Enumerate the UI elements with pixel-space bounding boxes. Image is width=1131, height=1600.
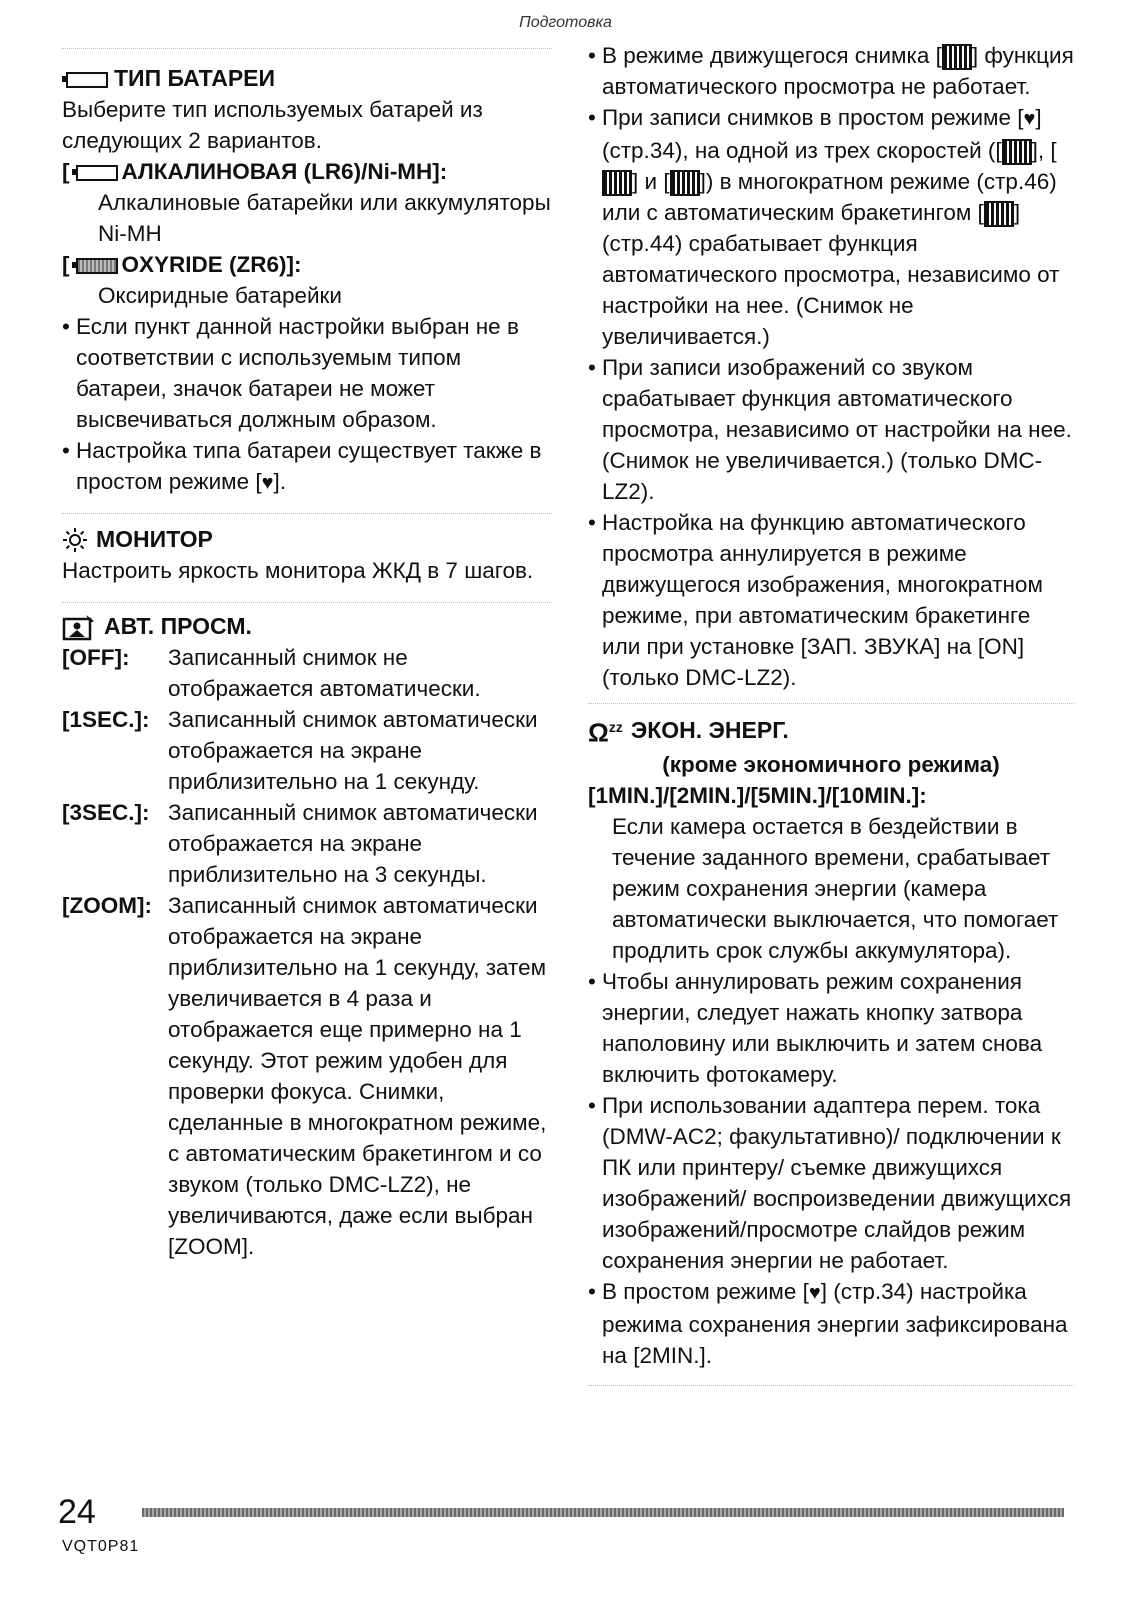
review-option-text: Записанный снимок автоматически отображается на экране приблизительно на 1 секунду. [168,707,538,794]
review-note-1 [588,40,1074,102]
note-text: В режиме движущегося снимка [ [602,43,942,68]
note-text: ] (стр.44) срабатывает функция автоматического просмотра, независимо от настройки на нее. (Снимок не увеличивается.) [602,200,1060,349]
review-option [62,642,552,704]
document-code: VQT0P81 [62,1538,140,1555]
battery-icon [62,72,106,86]
battery-option-alkaline-desc: Алкалиновые батарейки или аккумуляторы Ni-MH [98,190,551,246]
review-option-key: [OFF]: [62,645,130,670]
bracket: [ [62,159,70,184]
monitor-title: МОНИТОР [96,526,213,552]
power-save-icon-sup: zz [608,719,623,735]
review-note-3: • При записи изображений со звуком срабатывает функция автоматического просмотра, независимо от настройки на нее. (Снимок не увеличивается.) (только DMC-LZ2). [588,352,1074,507]
right-column [588,40,1074,1386]
auto-review-icon [62,613,96,641]
oxyride-battery-icon [72,258,116,272]
review-section-title [62,611,552,642]
power-title: ЭКОН. ЭНЕРГ. [630,716,789,743]
note-text: В простом режиме [ [602,1278,809,1304]
monitor-section-title [62,524,552,555]
battery-option-alkaline [62,156,552,187]
note-text: ]. [273,469,287,494]
note-text: ]) в многократном режиме (стр.46) или с автоматическим бракетингом [ [602,169,1057,225]
review-option-key: [ZOOM]: [62,893,152,918]
battery-note-1: • Если пункт данной настройки выбран не в соответствии с используемым типом батареи, значок батареи не может высвечиваться должным образом. [62,311,552,435]
power-options-desc: Если камера остается в бездействии в течение заданного времени, срабатывает режим сохранения энергии (камера автоматически выключается, что помогает продлить срок службы аккумулятора). [612,813,1059,963]
burst-unlimited-icon [670,170,700,196]
burst-high-icon [1002,139,1032,165]
battery-note-2 [62,435,552,499]
left-column [62,40,552,1262]
divider [588,1385,1074,1386]
heart-icon: ♥ [1023,108,1036,130]
power-note-3 [588,1276,1074,1371]
divider [62,602,552,603]
heart-icon: ♥ [808,1281,821,1304]
power-note-2: • При использовании адаптера перем. тока (DMW-AC2; факультативно)/ подключении к ПК или принтеру/ съемке движущихся изображений/ воспроизведении движущихся изображений/просмотре слайдов режим сохранения энергии не работает. [588,1090,1074,1276]
battery-title: ТИП БАТАРЕИ [114,65,276,91]
review-note-4: • Настройка на функцию автоматического просмотра аннулируется в режиме движущегося изображения, многократном режиме, при автоматическим бракетинге или при установке [ЗАП. ЗВУКА] на [ON] (только DMC-LZ2). [588,507,1074,693]
review-option-text: Записанный снимок автоматически отображается на экране приблизительно на 1 секунду, затем увеличивается в 4 раза и отображается еще примерно на 1 секунду. Этот режим удобен для проверки фокуса. Снимки, сделанные в многократном режиме, с автоматическим бракетингом и со звуком (только DMC-LZ2), не увеличиваются, даже если выбран [ZOOM]. [168,893,547,1259]
motion-picture-icon [942,44,972,70]
auto-bracket-icon [984,201,1014,227]
battery-intro: Выберите тип используемых батарей из следующих 2 вариантов. [62,97,483,153]
power-options-label: [1MIN.]/[2MIN.]/[5MIN.]/[10MIN.]: [588,782,927,808]
note-text: Настройка типа батареи существует также в простом режиме [ [76,438,542,494]
battery-option-oxyride [62,249,552,280]
battery-section-title [62,63,552,94]
option-label: OXYRIDE (ZR6)]: [121,252,302,277]
note-text: ] (стр.34), на одной из трех скоростей ([ [602,105,1042,163]
note-text: ] (стр.34) настройка режима сохранения энергии зафиксирована на [2MIN.]. [602,1278,1068,1368]
power-save-icon [588,712,623,749]
divider [62,48,552,49]
monitor-text: Настроить яркость монитора ЖКД в 7 шагов. [62,558,534,583]
review-option [62,797,552,890]
heart-icon: ♥ [261,472,274,494]
option-label: АЛКАЛИНОВАЯ (LR6)/Ni-MH]: [121,159,448,184]
battery-icon [72,165,116,179]
burst-low-icon [602,170,632,196]
divider [588,703,1074,704]
note-text: ], [ [1031,138,1057,163]
power-save-icon-glyph: Ω [588,717,609,748]
note-text: ] функция автоматического просмотра не работает. [602,43,1074,99]
review-options [62,642,552,1262]
review-title: АВТ. ПРОСМ. [104,613,252,639]
page-number: 24 [58,1493,96,1531]
divider [62,513,552,514]
review-option [62,704,552,797]
battery-option-oxyride-desc: Оксиридные батарейки [98,283,342,308]
footer-rule [142,1508,1064,1517]
review-option-text: Записанный снимок автоматически отображается на экране приблизительно на 3 секунды. [168,800,538,887]
power-section-title [588,712,1074,749]
review-option-key: [3SEC.]: [62,800,150,825]
power-subtitle: (кроме экономичного режима) [662,751,1000,777]
brightness-icon [62,527,88,553]
review-option [62,890,552,1262]
power-note-1: • Чтобы аннулировать режим сохранения энергии, следует нажать кнопку затвора наполовину или выключить и затем снова включить фотокамеру. [588,966,1074,1090]
review-option-text: Записанный снимок не отображается автоматически. [168,645,481,701]
review-option-key: [1SEC.]: [62,707,150,732]
note-text: ] и [ [632,169,670,194]
page-header: Подготовка [519,14,612,31]
note-text: При записи снимков в простом режиме [ [602,105,1024,130]
review-note-2 [588,102,1074,352]
bracket: [ [62,252,70,277]
